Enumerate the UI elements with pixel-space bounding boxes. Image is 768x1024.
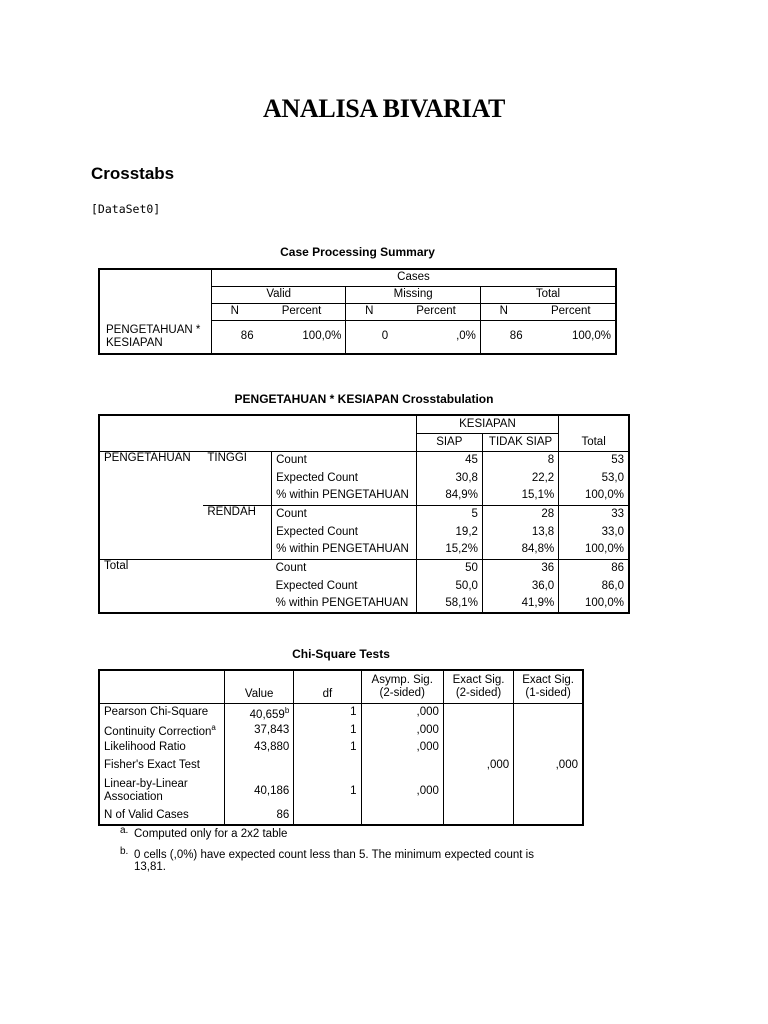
stat-label: % within PENGETAHUAN: [272, 541, 417, 559]
table-cell: [443, 807, 513, 825]
stat-label: Expected Count: [272, 469, 417, 487]
table-cell: 5: [416, 505, 482, 523]
column-header: N: [480, 303, 526, 320]
crosstab-table: [98, 414, 630, 614]
table-cell: [514, 703, 583, 721]
table-cell: [443, 703, 513, 721]
table-cell: 100,0%: [559, 487, 629, 505]
table-cell: 41,9%: [482, 595, 558, 613]
table-cell: 86: [509, 330, 523, 343]
table-cell: [361, 807, 443, 825]
page-title: ANALISA BIVARIAT: [262, 94, 506, 123]
table-cell: [361, 756, 443, 775]
table-cell: 53: [611, 453, 624, 466]
stat-label: Count: [272, 559, 417, 577]
total-row-label: Total: [99, 559, 272, 613]
table-cell: [294, 807, 361, 825]
stat-label: % within PENGETAHUAN: [272, 487, 417, 505]
table-cell: 30,8: [416, 469, 482, 487]
table-cell: 0: [381, 330, 389, 343]
table-cell: 15,1%: [482, 487, 558, 505]
column-header: Percent: [392, 303, 480, 320]
exact-sig-1-header: Exact Sig. (1-sided): [514, 670, 583, 703]
exact-sig-2-header: Exact Sig. (2-sided): [443, 670, 513, 703]
table-cell: 40,659$^b$: [225, 703, 294, 721]
value-header: Value: [225, 670, 294, 703]
table-cell: 33,0: [601, 525, 624, 538]
table-cell: [514, 721, 583, 739]
table-cell: [443, 775, 513, 807]
table-cell: [294, 756, 361, 775]
table-cell: ,000: [361, 775, 443, 807]
table-cell: 86: [225, 807, 294, 825]
table-cell: 15,2%: [416, 541, 482, 559]
table-cell: ,000: [555, 759, 578, 772]
table-cell: 50,0: [416, 577, 482, 595]
table-cell: [443, 739, 513, 756]
table-cell: 50: [416, 559, 482, 577]
cases-header: Cases: [211, 269, 616, 286]
df-header: df: [294, 670, 361, 703]
stat-label: Expected Count: [272, 577, 417, 595]
table-cell: 86: [611, 561, 624, 574]
column-header: N: [346, 303, 392, 320]
column-header-siap: SIAP: [416, 433, 482, 451]
row-label: Pearson Chi-Square: [99, 703, 225, 721]
row-label: Likelihood Ratio: [99, 739, 225, 756]
table-cell: 22,2: [482, 469, 558, 487]
kesiapan-header: KESIAPAN: [416, 415, 559, 433]
row-label: N of Valid Cases: [99, 807, 225, 825]
row-label: PENGETAHUAN * KESIAPAN: [99, 320, 211, 354]
stat-label: % within PENGETAHUAN: [272, 595, 417, 613]
table-cell: 100,0%: [571, 330, 611, 343]
column-header-tidak-siap: TIDAK SIAP: [482, 433, 558, 451]
table-cell: 100,0%: [258, 320, 346, 354]
case-summary-caption: Case Processing Summary: [280, 245, 435, 259]
table-cell: ,000: [361, 703, 443, 721]
table-cell: ,000: [361, 721, 443, 739]
table-cell: 45: [416, 451, 482, 469]
row-label: Continuity Correction$^a$: [99, 721, 225, 739]
total-column-header: Total: [559, 415, 629, 451]
table-cell: 13,8: [482, 523, 558, 541]
table-cell: 86,0: [601, 579, 624, 592]
column-header: Percent: [527, 303, 616, 320]
table-cell: 100,0%: [584, 597, 624, 609]
table-cell: 43,880: [225, 739, 294, 756]
table-cell: 8: [482, 451, 558, 469]
group-label-rendah: RENDAH: [203, 505, 271, 559]
table-cell: 1: [294, 703, 361, 721]
total-header: Total: [480, 286, 616, 303]
footnote-a: a. Computed only for a 2x2 table: [120, 825, 288, 840]
column-header: N: [211, 303, 257, 320]
table-cell: 1: [294, 721, 361, 739]
table-cell: 36: [482, 559, 558, 577]
table-cell: [443, 721, 513, 739]
table-cell: 37,843: [225, 721, 294, 739]
table-cell: 84,8%: [482, 541, 558, 559]
valid-header: Valid: [211, 286, 346, 303]
table-cell: 53,0: [601, 471, 624, 484]
row-label: Linear-by-Linear Association: [99, 775, 225, 807]
section-title: Crosstabs: [91, 164, 175, 183]
table-cell: ,000: [443, 756, 513, 775]
chi-square-caption: Chi-Square Tests: [292, 647, 390, 661]
case-summary-table: [98, 268, 617, 355]
table-cell: ,000: [361, 739, 443, 756]
row-label: Fisher's Exact Test: [99, 756, 225, 775]
table-cell: [514, 807, 583, 825]
table-cell: 86: [240, 330, 254, 343]
stat-label: Count: [272, 451, 417, 469]
table-cell: 19,2: [416, 523, 482, 541]
table-cell: 33: [611, 507, 624, 520]
table-cell: [225, 756, 294, 775]
table-cell: 28: [482, 505, 558, 523]
stat-label: Expected Count: [272, 523, 417, 541]
table-cell: 100,0%: [559, 541, 629, 559]
table-cell: 1: [294, 775, 361, 807]
table-cell: 36,0: [482, 577, 558, 595]
table-cell: 1: [294, 739, 361, 756]
row-var-label: PENGETAHUAN: [104, 451, 191, 464]
crosstab-caption: PENGETAHUAN * KESIAPAN Crosstabulation: [234, 392, 494, 406]
table-cell: [514, 775, 583, 807]
table-cell: 58,1%: [416, 595, 482, 613]
stat-label: Count: [272, 505, 417, 523]
table-cell: 84,9%: [416, 487, 482, 505]
table-cell: [514, 739, 583, 756]
missing-header: Missing: [346, 286, 481, 303]
dataset-label: [DataSet0]: [91, 202, 161, 216]
asymp-sig-header: Asymp. Sig. (2-sided): [361, 670, 443, 703]
column-header: Percent: [258, 303, 346, 320]
footnote-b: b. 0 cells (,0%) have expected count less than 5. The minimum expected count is 13,81.: [120, 846, 534, 873]
table-cell: 40,186: [225, 775, 294, 807]
group-label-tinggi: TINGGI: [203, 451, 271, 505]
table-cell: ,0%: [392, 320, 480, 354]
chi-square-table: [98, 669, 584, 826]
